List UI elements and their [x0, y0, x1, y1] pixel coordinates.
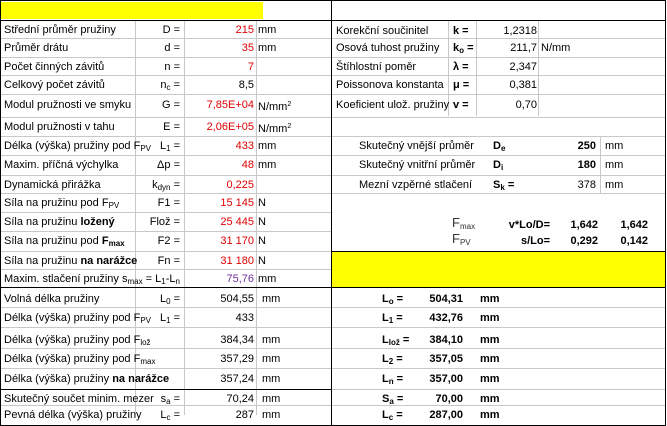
left-row-value: 2,06E+05 — [206, 121, 254, 133]
left-row-symbol: F2 = — [157, 235, 180, 247]
lower-row-symbol: $L_1$ = — [159, 312, 180, 325]
left-row-unit: N — [258, 255, 266, 267]
limit-row-label: Skutečný vnější průměr — [359, 140, 474, 152]
required-row-symbol: $L_o$ = — [382, 293, 404, 306]
left-row-unit: $N/mm^2$ — [258, 101, 292, 113]
left-row-value: 433 — [235, 140, 254, 152]
grid-line — [538, 20, 539, 116]
lower-row-value: 287 — [235, 409, 254, 421]
limit-row-symbol: $D_e$ — [493, 140, 506, 153]
proposed-row-value: 0,292 — [570, 235, 598, 247]
lower-row-value: 433 — [235, 312, 254, 324]
grid-line — [1, 269, 331, 270]
grid-line — [1, 231, 331, 232]
left-row-value: 15 145 — [220, 197, 254, 209]
grid-line — [1, 136, 331, 137]
grid-line — [1, 212, 331, 213]
right-row-value: 0,381 — [509, 79, 537, 91]
grid-line — [332, 38, 665, 39]
required-row-symbol: $S_a$ = — [382, 393, 404, 406]
left-row-symbol: d = — [164, 42, 180, 54]
required-row-value: 504,31 — [429, 293, 463, 305]
required-row-unit: mm — [480, 312, 500, 324]
lower-row-unit: mm — [262, 409, 281, 421]
left-row-symbol: n = — [164, 61, 180, 73]
left-row-label: Počet činných závitů — [4, 61, 105, 73]
limit-row-unit: mm — [605, 179, 624, 191]
lower-row-value: 384,34 — [220, 334, 254, 346]
proposed-row-force: $F_{PV}$ — [452, 231, 471, 247]
right-row-symbol: λ = — [453, 61, 469, 73]
left-row-label: Celkový počet závitů — [4, 79, 105, 91]
left-row-value: 75,76 — [226, 273, 254, 285]
left-row-label: Síla na pružinu pod $F_{PV}$ — [4, 197, 120, 210]
border-top — [0, 0, 666, 1]
right-row-unit: N/mm — [541, 42, 571, 54]
lower-row-value: 70,24 — [226, 393, 254, 405]
lower-row-label: Délka (výška) pružiny pod $F_{PV}$ — [4, 312, 151, 325]
grid-line — [1, 251, 331, 252]
required-row-unit: mm — [480, 373, 500, 385]
lower-row-label: Pevná délka (výška) pružiny — [4, 409, 142, 421]
lower-row-value: 357,24 — [220, 373, 254, 385]
left-row-label: Délka (výška) pružiny pod $F_{PV}$ — [4, 140, 151, 153]
grid-line — [332, 327, 665, 328]
left-row-value: 0,225 — [226, 179, 254, 191]
right-row-label: Osová tuhost pružiny — [336, 42, 440, 54]
right-row-label: Koeficient ulož. pružiny — [336, 99, 450, 111]
lower-row-unit: mm — [262, 373, 281, 385]
left-row-label: Síla na pružinu pod $F_{max}$ — [4, 235, 125, 248]
border-right — [665, 0, 666, 426]
left-row-unit: $N/mm^2$ — [258, 123, 292, 135]
left-row-value: 31 170 — [220, 235, 254, 247]
limit-row-symbol: $S_k$ = — [493, 179, 515, 192]
required-row-unit: mm — [480, 293, 500, 305]
lower-row-label: Délka (výška) pružiny na narážce — [4, 373, 170, 385]
border — [0, 389, 332, 390]
left-row-unit: mm — [258, 42, 277, 54]
required-row-value: 432,76 — [429, 312, 463, 324]
grid-line — [332, 368, 665, 369]
border-left — [0, 0, 1, 426]
required-row-value: 70,00 — [435, 393, 463, 405]
lower-row-symbol: $L_0$ = — [159, 293, 180, 306]
limit-row-unit: mm — [605, 140, 624, 152]
limit-row-value: 250 — [577, 140, 596, 152]
lower-row-value: 357,29 — [220, 353, 254, 365]
border — [0, 20, 666, 21]
right-row-label: Korekční součinitel — [336, 25, 429, 37]
proposed-row-value: 0,142 — [620, 235, 648, 247]
grid-line — [1, 155, 331, 156]
left-row-value: 7 — [247, 61, 254, 73]
border — [332, 251, 666, 252]
left-row-symbol: $k_{dyn}$ = — [152, 179, 180, 192]
proposed-row-symbol: s/Lo= — [520, 235, 550, 247]
lower-row-label: Skutečný součet minim. mezer — [4, 393, 154, 405]
right-row-value: 2,347 — [509, 61, 537, 73]
left-row-label: Modul pružnosti v tahu — [4, 121, 115, 133]
limit-row-label: Skutečný vnitřní průměr — [359, 159, 476, 171]
left-row-label: Dynamická přirážka — [4, 179, 101, 191]
left-row-value: 31 180 — [220, 255, 254, 267]
left-row-unit: N — [258, 216, 266, 228]
lower-row-unit: mm — [262, 353, 281, 365]
lower-row-value: 504,55 — [220, 293, 254, 305]
grid-line — [1, 117, 331, 118]
grid-line — [1, 175, 331, 176]
left-row-label: Maxim. stlačení pružiny $s_{max} = L_1-L_n$ — [4, 273, 180, 286]
required-row-symbol: $L_1$ = — [382, 312, 403, 325]
grid-line — [332, 57, 665, 58]
right-row-symbol: $k_o$ = — [453, 42, 474, 55]
required-row-value: 357,00 — [429, 373, 463, 385]
lower-row-unit: mm — [262, 293, 281, 305]
grid-line — [332, 175, 665, 176]
right-row-value: 211,7 — [510, 42, 537, 54]
grid-line — [1, 368, 331, 369]
grid-line — [332, 94, 665, 95]
required-row-value: 357,05 — [429, 353, 463, 365]
lower-row-label: Délka (výška) pružiny pod $F_{max}$ — [4, 353, 156, 366]
lower-row-unit: mm — [262, 334, 281, 346]
required-row-symbol: $L_2$ = — [382, 353, 403, 366]
grid-line — [332, 136, 665, 137]
left-row-value: 25 445 — [220, 216, 254, 228]
right-row-label: Štíhlostní poměr — [336, 61, 417, 73]
grid-line — [476, 20, 477, 116]
grid-line — [1, 38, 331, 39]
grid-line — [600, 136, 601, 193]
limit-row-symbol: $D_i$ — [493, 159, 504, 172]
left-row-label: Síla na pružinu na narážce — [4, 255, 138, 267]
border-mid — [331, 0, 332, 20]
required-row-symbol: $L_{lož}$ = — [382, 334, 410, 347]
right-row-value: 0,70 — [515, 99, 537, 111]
grid-line — [332, 117, 665, 118]
limit-row-value: 180 — [577, 159, 596, 171]
required-row-unit: mm — [480, 393, 500, 405]
grid-line — [1, 327, 331, 328]
left-row-unit: mm — [258, 273, 277, 285]
grid-line — [332, 155, 665, 156]
required-row-symbol: $L_c$ = — [382, 409, 403, 422]
left-row-value: 215 — [235, 24, 254, 36]
left-row-symbol: $n_c$ = — [160, 79, 180, 92]
left-row-symbol: F1 = — [157, 197, 180, 209]
left-row-unit: mm — [258, 24, 277, 36]
right-row-value: 1,2318 — [503, 25, 537, 37]
left-row-symbol: Fn = — [157, 255, 180, 267]
grid-line — [1, 75, 331, 76]
required-title-bg — [331, 251, 665, 287]
left-row-label: Modul pružnosti ve smyku — [4, 99, 132, 111]
required-row-value: 384,10 — [429, 334, 463, 346]
left-row-value: 48 — [241, 159, 254, 171]
lower-row-unit: mm — [262, 393, 281, 405]
left-row-symbol: D = — [162, 24, 180, 36]
left-row-unit: N — [258, 235, 266, 247]
lower-row-symbol: $s_a$ = — [160, 393, 180, 406]
border-mid — [331, 20, 332, 426]
left-row-symbol: E = — [163, 121, 180, 133]
limit-row-unit: mm — [605, 159, 624, 171]
left-row-label: Síla na pružinu ložený — [4, 216, 115, 228]
proposed-row-force: $F_{max}$ — [452, 215, 476, 231]
left-row-label: Střední průměr pružiny — [4, 24, 116, 36]
right-row-symbol: v = — [453, 99, 469, 111]
required-row-value: 287,00 — [429, 409, 463, 421]
left-row-label: Průměr drátu — [4, 42, 69, 54]
left-row-value: 35 — [241, 42, 254, 54]
left-row-unit: N — [258, 197, 266, 209]
limit-row-label: Mezní vzpěrné stlačení — [359, 179, 473, 191]
grid-line — [1, 57, 331, 58]
grid-line — [332, 389, 665, 390]
required-row-unit: mm — [480, 409, 500, 421]
proposed-row-value: 1,642 — [570, 219, 598, 231]
grid-line — [1, 94, 331, 95]
left-row-label: Maxim. příčná výchylka — [4, 159, 119, 171]
left-row-symbol: Δp = — [157, 159, 180, 171]
left-row-value: 8,5 — [238, 79, 254, 91]
right-row-label: Poissonova konstanta — [336, 79, 444, 91]
proposed-row-symbol: v*Lo/D= — [508, 219, 550, 231]
required-row-unit: mm — [480, 334, 500, 346]
lower-row-symbol: $L_c$ = — [160, 409, 180, 422]
left-row-symbol: G = — [161, 99, 180, 111]
required-row-unit: mm — [480, 353, 500, 365]
limit-row-value: 378 — [577, 179, 596, 191]
grid-line — [332, 75, 665, 76]
left-row-value: 7,85E+04 — [206, 99, 254, 111]
grid-line — [256, 20, 257, 415]
proposed-row-value: 1,642 — [620, 219, 648, 231]
right-row-symbol: μ = — [453, 79, 470, 91]
left-row-unit: mm — [258, 159, 277, 171]
left-row-unit: mm — [258, 140, 277, 152]
left-row-symbol: $L_1$ = — [159, 140, 180, 153]
required-row-symbol: $L_n$ = — [382, 373, 404, 386]
lower-row-label: Volná délka pružiny — [4, 293, 100, 305]
left-row-symbol: Flož = — [149, 216, 180, 228]
right-row-symbol: k = — [453, 25, 469, 37]
lower-row-label: Délka (výška) pružiny pod $F_{lož}$ — [4, 334, 151, 347]
title-bg — [1, 2, 263, 19]
